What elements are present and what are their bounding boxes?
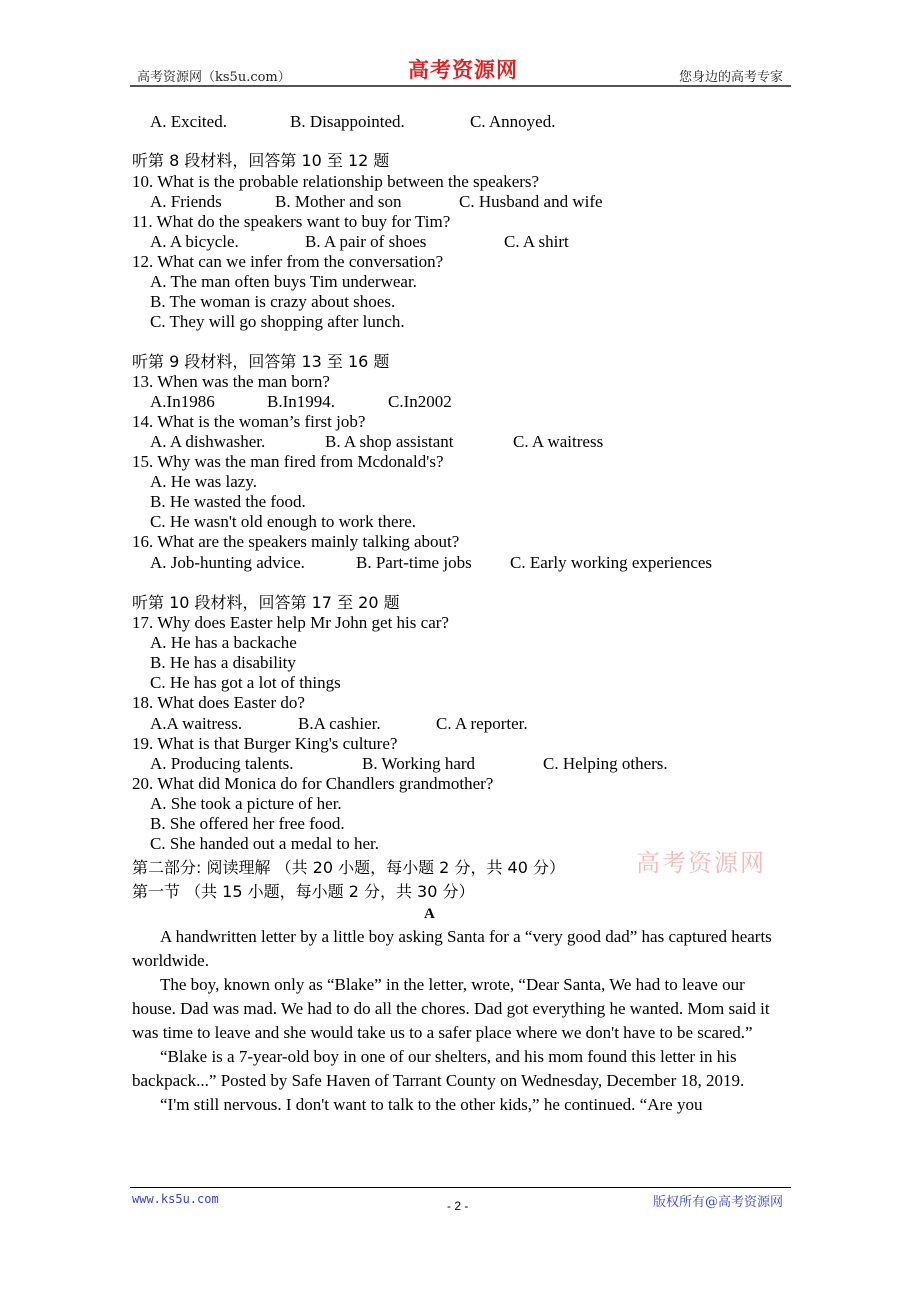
option: C. Husband and wife [459, 192, 603, 211]
paragraph: The boy, known only as “Blake” in the letter, wrote, “Dear Santa, We had to leave our house. Dad was mad. We had to do all the chores. Dad got everything he wanted. Mom said it was time to leave and she would take us to a safer place where we don't have to be scared.” [132, 975, 770, 1042]
option: B. The woman is crazy about shoes. [150, 292, 396, 311]
footer-copyright: 版权所有@高考资源网 [652, 1195, 783, 1210]
option: C. A reporter. [436, 714, 528, 733]
question: 20. What did Monica do for Chandlers grandmother? [132, 774, 494, 793]
option: B. Part-time jobs [356, 553, 472, 572]
option: B. A shop assistant [325, 432, 454, 451]
option: B. She offered her free food. [150, 814, 345, 833]
option: B. Mother and son [275, 192, 402, 211]
option: A. She took a picture of her. [150, 794, 342, 813]
question: 12. What can we infer from the conversation? [132, 252, 444, 271]
option: B. Working hard [362, 754, 476, 773]
option: C. A shirt [504, 232, 569, 251]
paragraph: A handwritten letter by a little boy asking Santa for a “very good dad” has captured hearts worldwide. [132, 927, 772, 970]
header-site-name: 高考资源网（ks5u.com） [137, 70, 291, 85]
paragraph: “Blake is a 7-year-old boy in one of our shelters, and his mom found this letter in his backpack...” Posted by Safe Haven of Tarrant County on Wednesday, December 18, 2019. [132, 1047, 745, 1090]
question: 14. What is the woman’s first job? [132, 412, 366, 431]
option: B. He has a disability [150, 653, 296, 672]
section-heading: 听第 9 段材料，回答第 13 至 16 题 [132, 352, 390, 371]
option: C. A waitress [513, 432, 604, 451]
option: A.A waitress. [150, 714, 243, 733]
option: A. Friends [150, 192, 222, 211]
section-heading: 听第 10 段材料，回答第 17 至 20 题 [132, 593, 400, 612]
question: 15. Why was the man fired from Mcdonald's? [132, 452, 444, 471]
option: C. Annoyed. [470, 112, 556, 131]
page-number: - 2 - [447, 1199, 469, 1213]
footer-divider [130, 1187, 791, 1188]
question: 18. What does Easter do? [132, 693, 305, 712]
option: C. He has got a lot of things [150, 673, 341, 692]
question: 13. When was the man born? [132, 372, 330, 391]
option: A. He was lazy. [150, 472, 257, 491]
option: B. A pair of shoes [305, 232, 427, 251]
option: C. She handed out a medal to her. [150, 834, 379, 853]
option: C. They will go shopping after lunch. [150, 312, 405, 331]
option: B. He wasted the food. [150, 492, 306, 511]
option: A. Producing talents. [150, 754, 294, 773]
question: 10. What is the probable relationship between the speakers? [132, 172, 540, 191]
header-divider [130, 85, 791, 87]
footer-site-link[interactable]: www.ks5u.com [132, 1192, 219, 1206]
option: C.In2002 [388, 392, 452, 411]
section-heading: 听第 8 段材料，回答第 10 至 12 题 [132, 151, 390, 170]
question: 17. Why does Easter help Mr John get his car? [132, 613, 449, 632]
question: 11. What do the speakers want to buy for Tim? [132, 212, 451, 231]
option: A. A bicycle. [150, 232, 239, 251]
option: A. Excited. [150, 112, 227, 131]
option: B.A cashier. [298, 714, 381, 733]
option: A. A dishwasher. [150, 432, 266, 451]
part-heading: 第二部分: 阅读理解 （共 20 小题，每小题 2 分，共 40 分） [132, 858, 565, 877]
passage [132, 925, 792, 1117]
option: A. Job-hunting advice. [150, 553, 305, 572]
option: B.In1994. [267, 392, 335, 411]
option: A. He has a backache [150, 633, 297, 652]
option: C. Helping others. [543, 754, 668, 773]
option: C. He wasn't old enough to work there. [150, 512, 417, 531]
passage-label: A [424, 906, 435, 922]
option: B. Disappointed. [290, 112, 405, 131]
header-logo: 高考资源网 [408, 57, 518, 82]
watermark: 高考资源网 [636, 849, 766, 877]
question: 19. What is that Burger King's culture? [132, 734, 398, 753]
header-slogan: 您身边的高考专家 [678, 70, 783, 85]
option: A.In1986 [150, 392, 215, 411]
option: A. The man often buys Tim underwear. [150, 272, 417, 291]
section-heading: 第一节 （共 15 小题，每小题 2 分，共 30 分） [132, 882, 475, 901]
paragraph: “I'm still nervous. I don't want to talk to the other kids,” he continued. “Are you [160, 1095, 703, 1114]
question: 16. What are the speakers mainly talking about? [132, 532, 460, 551]
option: C. Early working experiences [510, 553, 713, 572]
